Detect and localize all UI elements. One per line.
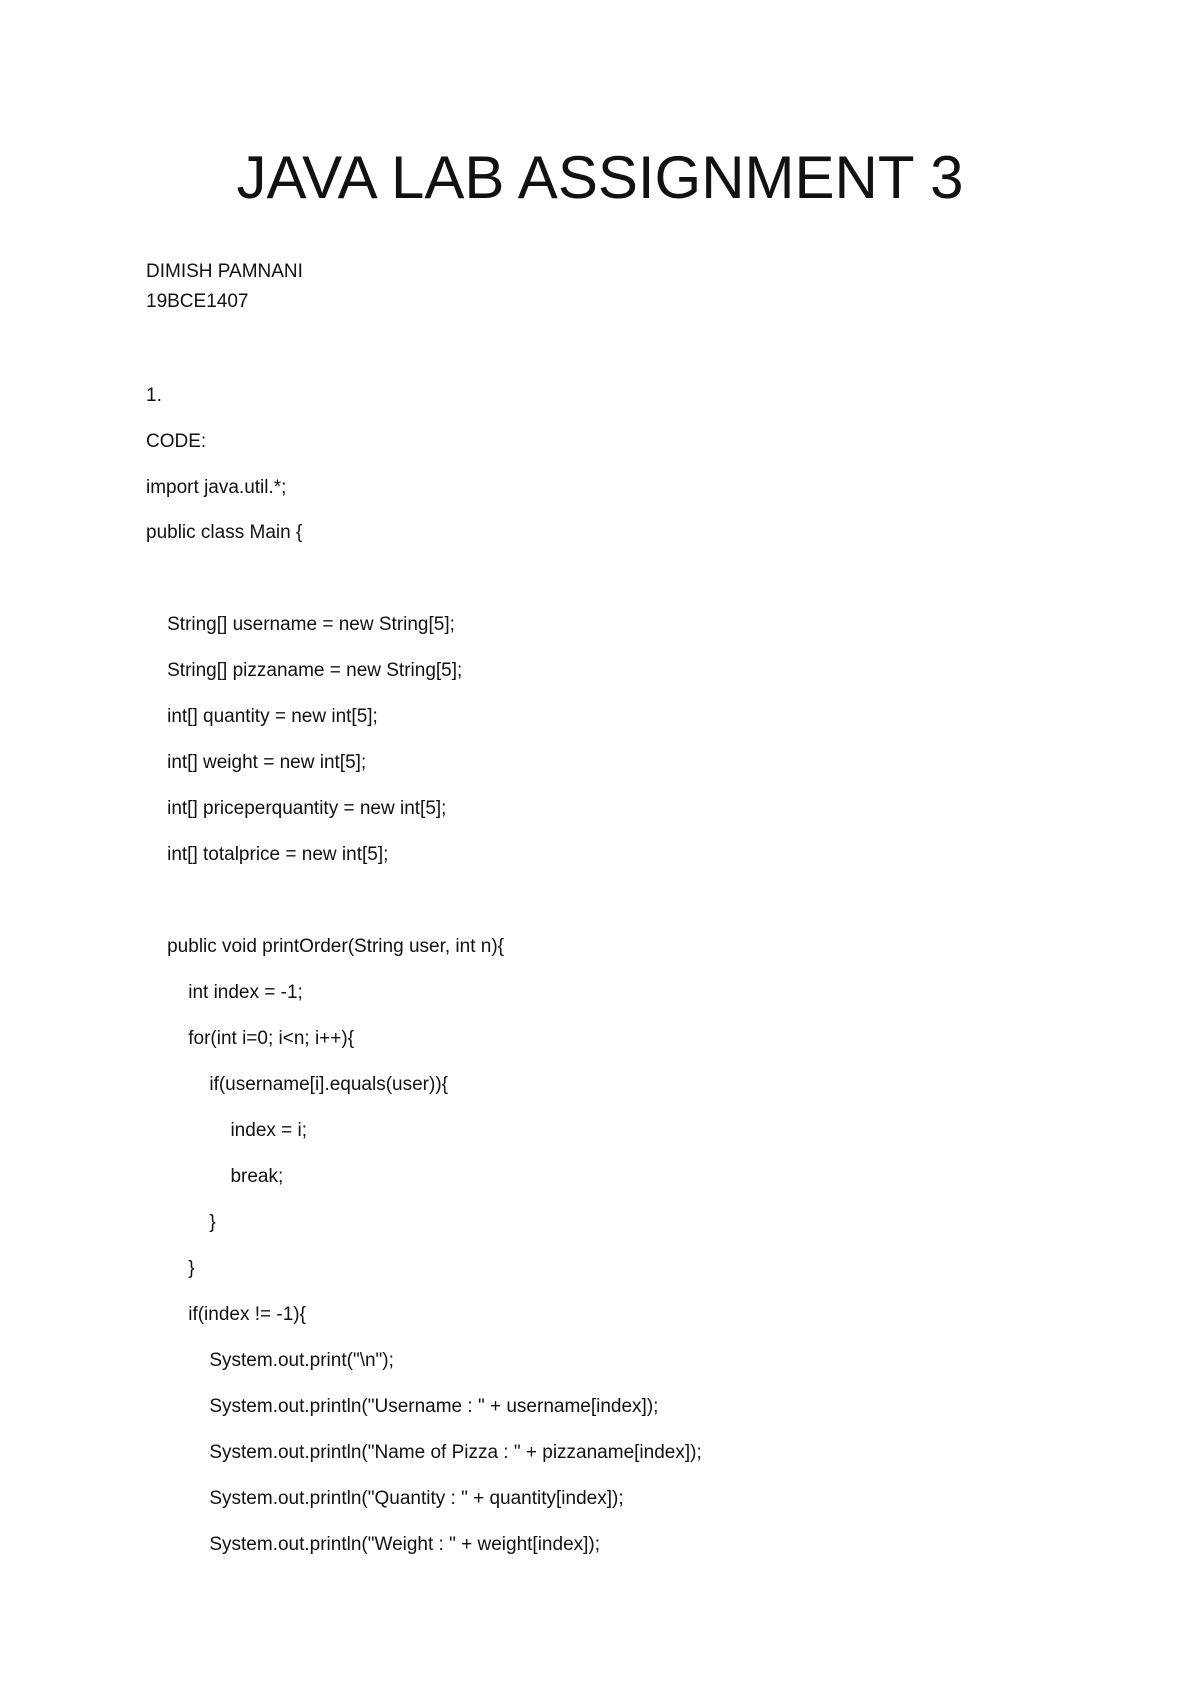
question-number: 1. [146, 385, 162, 406]
document-title: JAVA LAB ASSIGNMENT 3 [236, 144, 964, 211]
code-line: int index = -1; [146, 982, 303, 1003]
code-line: public void printOrder(String user, int n){ [146, 936, 504, 957]
code-line: int[] priceperquantity = new int[5]; [146, 798, 447, 819]
code-line: if(username[i].equals(user)){ [146, 1074, 448, 1095]
code-line: public class Main { [146, 522, 303, 543]
code-line: import java.util.*; [146, 477, 287, 498]
code-line: String[] username = new String[5]; [146, 614, 455, 635]
author-id: 19BCE1407 [146, 291, 249, 312]
code-line: break; [146, 1166, 284, 1187]
code-line: index = i; [146, 1120, 308, 1141]
code-line: int[] weight = new int[5]; [146, 752, 367, 773]
code-line: } [146, 1258, 195, 1279]
code-line: System.out.println("Username : " + username[index]); [146, 1396, 659, 1417]
code-line: for(int i=0; i<n; i++){ [146, 1028, 355, 1049]
author-name: DIMISH PAMNANI [146, 261, 303, 282]
code-line: } [146, 1212, 216, 1233]
code-line: System.out.println("Quantity : " + quantity[index]); [146, 1488, 624, 1509]
code-line: System.out.print("\n"); [146, 1350, 394, 1371]
code-line: if(index != -1){ [146, 1304, 306, 1325]
code-line: System.out.println("Name of Pizza : " + pizzaname[index]); [146, 1442, 702, 1463]
code-line: String[] pizzaname = new String[5]; [146, 660, 463, 681]
code-line: int[] quantity = new int[5]; [146, 706, 378, 727]
code-line: System.out.println("Weight : " + weight[index]); [146, 1534, 601, 1555]
code-heading: CODE: [146, 431, 207, 452]
code-line: int[] totalprice = new int[5]; [146, 844, 389, 865]
